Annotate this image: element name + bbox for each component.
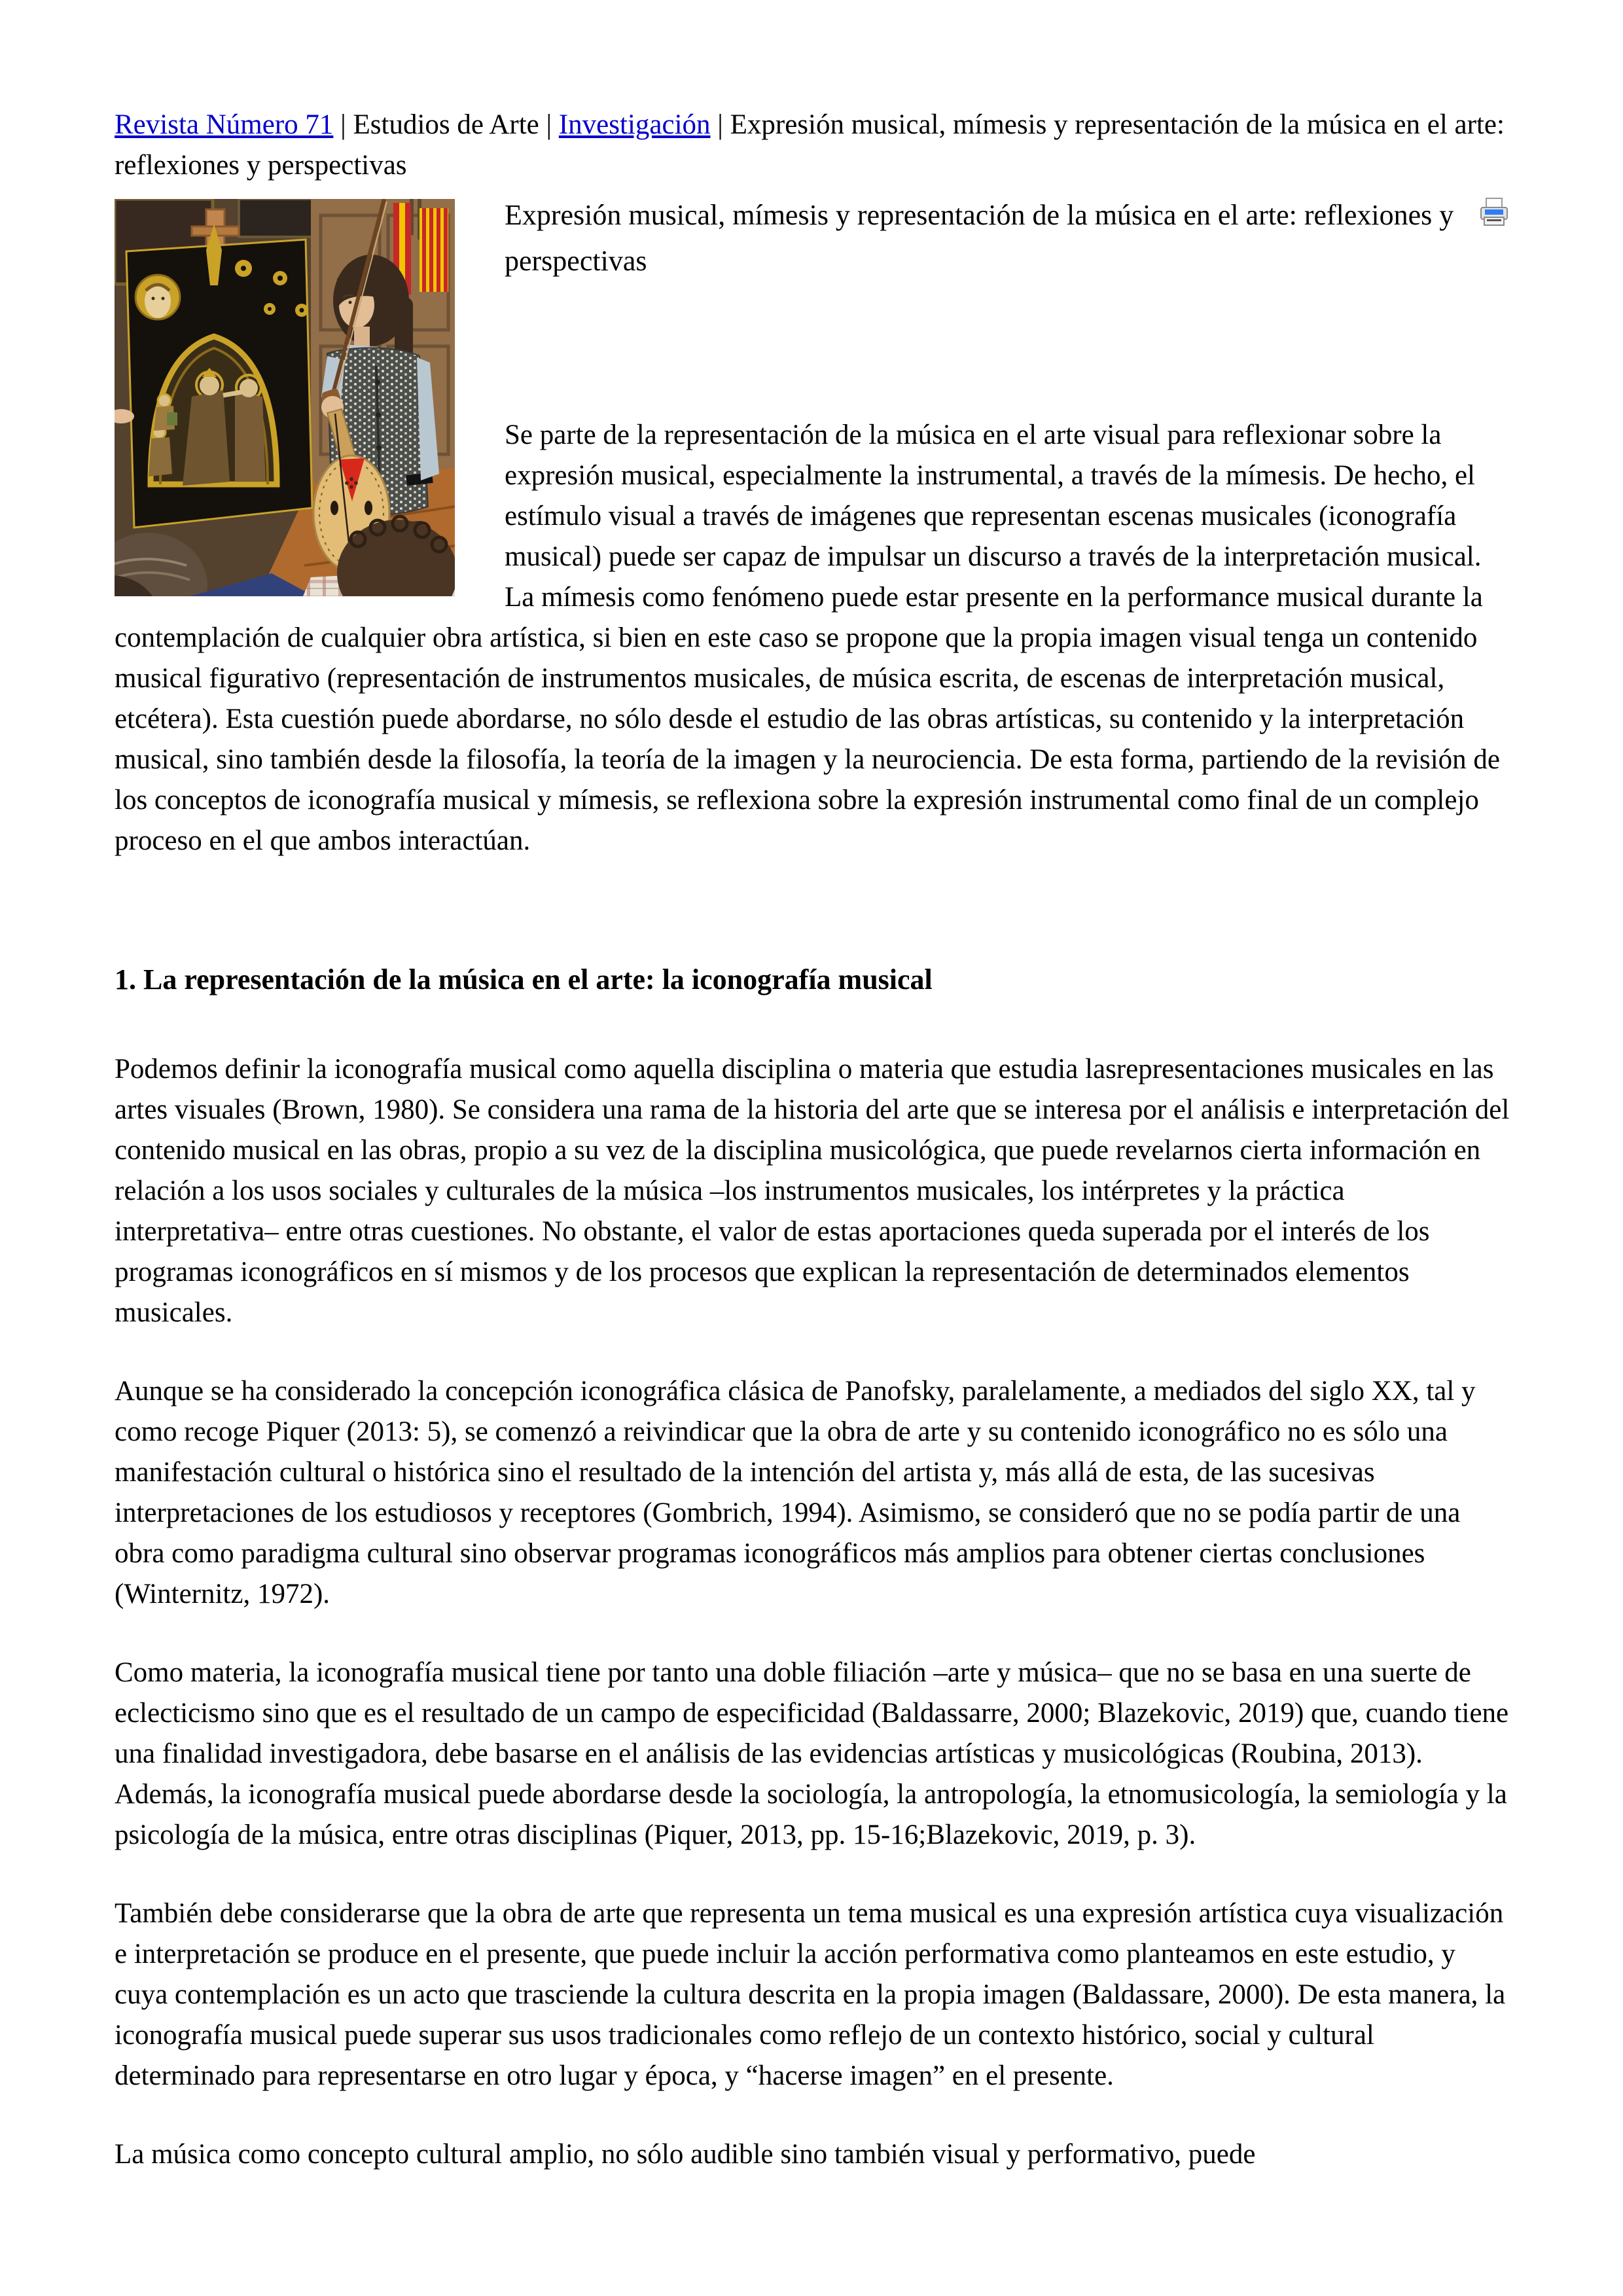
- breadcrumb-item-estudios: Estudios de Arte: [353, 109, 539, 140]
- breadcrumb-current-page: Expresión musical, mímesis y representación de la música en el arte: reflexiones y perspectivas: [115, 109, 1505, 181]
- breadcrumb-separator: |: [710, 109, 730, 140]
- article: [115, 192, 1512, 2175]
- body-paragraph-1: Podemos definir la iconografía musical como aquella disciplina o materia que estudia lasrepresentaciones musicales en las artes visuales (Brown, 1980). Se considera una rama de la historia del arte que se interesa por el análisis e interpretación del contenido musical en las obras, propio a su vez de la disciplina musicológica, que puede revelarnos cierta información en relación a los usos sociales y culturales de la música –los instrumentos musicales, los intérpretes y la práctica interpretativa– entre otras cuestiones. No obstante, el valor de estas aportaciones queda superada por el interés de los programas iconográficos en sí mismos y de los procesos que explican la representación de determinados elementos musicales.: [115, 1054, 1510, 1328]
- breadcrumb-link-investigacion[interactable]: Investigación: [558, 109, 711, 140]
- article-title: Expresión musical, mímesis y representación de la música en el arte: reflexiones y perspectivas: [505, 199, 1454, 277]
- breadcrumb-separator: |: [539, 109, 559, 140]
- body-paragraph-3: Como materia, la iconografía musical tiene por tanto una doble filiación –arte y música– que no se basa en una suerte de eclecticismo sino que es el resultado de un campo de especificidad (Baldassarre, 2000; Blazekovic, 2019) que, cuando tiene una finalidad investigadora, debe basarse en el análisis de las evidencias artísticas y musicológicas (Roubina, 2013). Además, la iconografía musical puede abordarse desde la sociología, la antropología, la etnomusicología, la semiología y la psicología de la música, entre otras disciplinas (Piquer, 2013, pp. 15-16;Blazekovic, 2019, p. 3).: [115, 1657, 1509, 1850]
- altarpiece: [126, 224, 312, 528]
- body-paragraph-4: También debe considerarse que la obra de arte que representa un tema musical es una expresión artística cuya visualización e interpretación se produce en el presente, que puede incluir la acción performativa como planteamos en este estudio, y cuya contemplación es un acto que trasciende la cultura descrita en la propia imagen (Baldassare, 2000). De esta manera, la iconografía musical puede superar sus usos tradicionales como reflejo de un contexto histórico, social y cultural determinado para representarse en otro lugar y época, y “hacerse imagen” en el presente.: [115, 1898, 1506, 2091]
- breadcrumb-link-revista[interactable]: Revista Número 71: [115, 109, 334, 140]
- article-photo: [115, 199, 455, 596]
- body-paragraph-2: Aunque se ha considerado la concepción iconográfica clásica de Panofsky, paralelamente, a mediados del siglo XX, tal y como recoge Piquer (2013: 5), se comenzó a reivindicar que la obra de arte y su contenido iconográfico no es sólo una manifestación cultural o histórica sino el resultado de la intención del artista y, más allá de esta, de las sucesivas interpretaciones de los estudiosos y receptores (Gombrich, 1994). Asimismo, se consideró que no se podía partir de una obra como paradigma cultural sino observar programas iconográficos más amplios para obtener ciertas conclusiones (Winternitz, 1972).: [115, 1376, 1476, 1609]
- article-photo-illustration: [115, 199, 455, 596]
- body-paragraph-5: La música como concepto cultural amplio, no sólo audible sino también visual y performativo, puede: [115, 2139, 1256, 2170]
- print-button[interactable]: [1476, 196, 1512, 232]
- article-abstract: Se parte de la representación de la música en el arte visual para reflexionar sobre la expresión musical, especialmente la instrumental, a través de la mímesis. De hecho, el estímulo visual a través de imágenes que representan escenas musicales (iconografía musical) puede ser capaz de impulsar un discurso a través de la interpretación musical. La mímesis como fenómeno puede estar presente en la performance musical durante la contemplación de cualquier obra artística, si bien en este caso se propone que la propia imagen visual tenga un contenido musical figurativo (representación de instrumentos musicales, de música escrita, de escenas de interpretación musical, etcétera). Esta cuestión puede abordarse, no sólo desde el estudio de las obras artísticas, su contenido y la interpretación musical, sino también desde la filosofía, la teoría de la imagen y la neurociencia. De esta forma, partiendo de la revisión de los conceptos de iconografía musical y mímesis, se reflexiona sobre la expresión instrumental como final de un complejo proceso en el que ambos interactúan.: [115, 420, 1500, 856]
- breadcrumb-separator: |: [333, 109, 353, 140]
- section-heading: 1. La representación de la música en el arte: la iconografía musical: [115, 963, 933, 996]
- printer-icon: [1476, 196, 1512, 232]
- breadcrumb: [115, 105, 1512, 186]
